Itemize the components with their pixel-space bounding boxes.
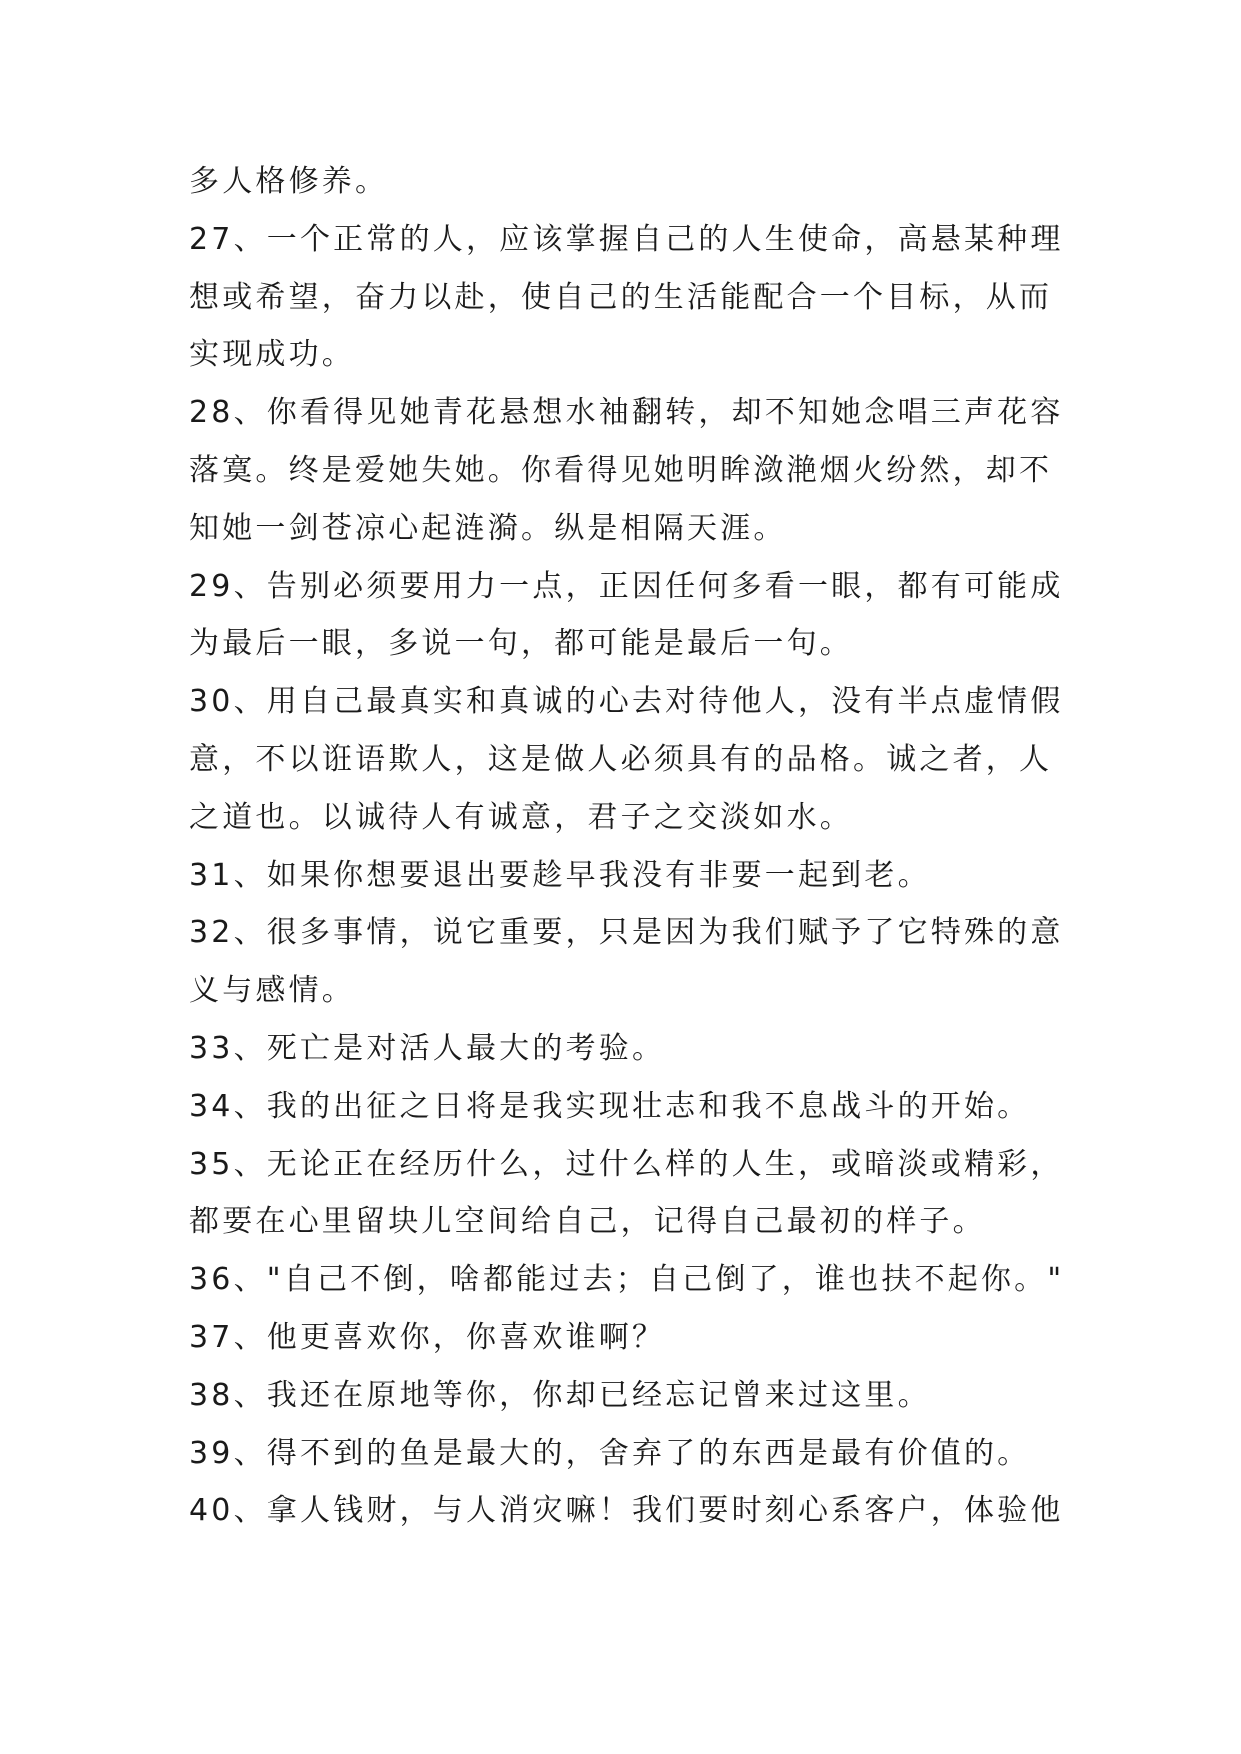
text-line: 都要在心里留块儿空间给自己，记得自己最初的样子。: [189, 1204, 986, 1240]
text-line: 落寞。终是爱她失她。你看得见她明眸潋滟烟火纷然，却不: [189, 452, 1053, 488]
text-line: 知她一剑苍凉心起涟漪。纵是相隔天涯。: [189, 510, 787, 546]
text-line: 35、无论正在经历什么，过什么样的人生，或暗淡或精彩，: [189, 1146, 1064, 1182]
text-line: 33、死亡是对活人最大的考验。: [189, 1030, 666, 1066]
text-line: 之道也。以诚待人有诚意，君子之交淡如水。: [189, 799, 853, 835]
text-line: 实现成功。: [189, 337, 355, 373]
text-line: 37、他更喜欢你，你喜欢谁啊？: [189, 1319, 666, 1355]
text-line: 38、我还在原地等你，你却已经忘记曾来过这里。: [189, 1377, 931, 1413]
text-line: 32、很多事情，说它重要，只是因为我们赋予了它特殊的意: [189, 915, 1064, 951]
text-line: 36、"自己不倒，啥都能过去；自己倒了，谁也扶不起你。": [189, 1262, 1065, 1298]
text-line: 40、拿人钱财，与人消灾嘛！我们要时刻心系客户，体验他: [189, 1493, 1064, 1529]
text-line: 为最后一眼，多说一句，都可能是最后一句。: [189, 626, 853, 662]
document-body: [189, 153, 1069, 1540]
text-line: 意，不以诳语欺人，这是做人必须具有的品格。诚之者，人: [189, 741, 1053, 777]
text-line: 28、你看得见她青花悬想水袖翻转，却不知她念唱三声花容: [189, 395, 1064, 431]
text-line: 39、得不到的鱼是最大的，舍弃了的东西是最有价值的。: [189, 1435, 1031, 1471]
text-line: 29、告别必须要用力一点，正因任何多看一眼，都有可能成: [189, 568, 1064, 604]
text-line: 义与感情。: [189, 973, 355, 1009]
text-line: 34、我的出征之日将是我实现壮志和我不息战斗的开始。: [189, 1088, 1031, 1124]
text-line: 27、一个正常的人，应该掌握自己的人生使命，高悬某种理: [189, 221, 1064, 257]
text-line: 多人格修养。: [189, 164, 389, 199]
text-line: 30、用自己最真实和真诚的心去对待他人，没有半点虚情假: [189, 684, 1064, 720]
text-line: 31、如果你想要退出要趁早我没有非要一起到老。: [189, 857, 931, 893]
text-line: 想或希望，奋力以赴，使自己的生活能配合一个目标，从而: [189, 279, 1053, 315]
